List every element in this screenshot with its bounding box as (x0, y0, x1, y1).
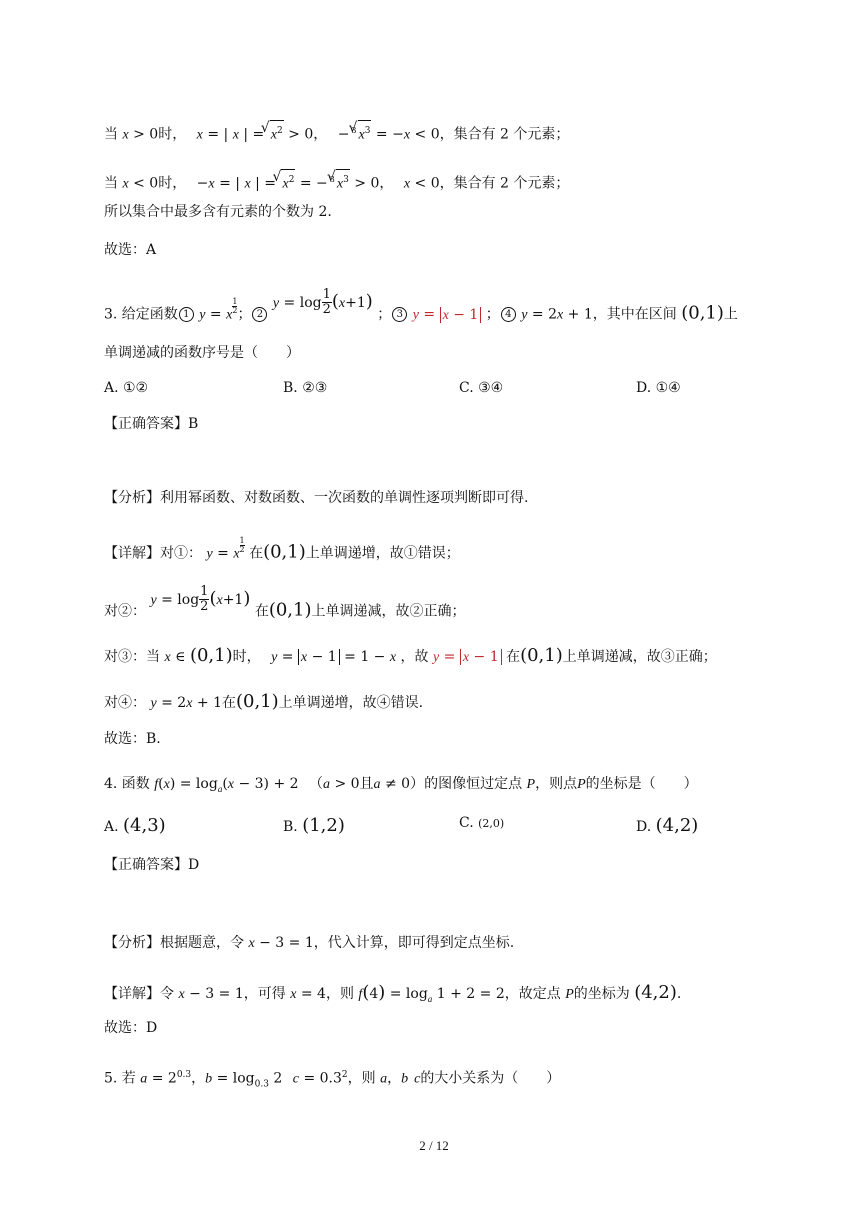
text: ，代入计算，即可得到定点坐标. (313, 935, 515, 951)
text: ）的图像恒过定点 (410, 776, 523, 792)
choose-a-line: 故选：A (104, 242, 157, 258)
text: 在 (254, 603, 269, 620)
q3-detail-1: 【详解】对①： y = x $\frac{1}{2}$ 在(0,1)上单调递增，故①错误； (104, 536, 460, 563)
q4-choose: 故选：D (104, 1020, 158, 1036)
text: (1,2) (302, 815, 345, 836)
text: D. (636, 819, 652, 835)
q3-answer: 【正确答案】B (104, 416, 199, 432)
text: ，则 (347, 1070, 376, 1087)
text: ，可得 (243, 986, 286, 1002)
text: 上单调递减，故②正确； (311, 603, 466, 620)
text: 【分析】根据题意，令 (104, 935, 244, 951)
q3-detail-2: 对②： y = log $\frac{1}{2}$ (x+1) 在(0,1)上单调递减，故②正确； (104, 584, 466, 621)
text: （ (309, 776, 323, 792)
q3-choose: 故选：B. (104, 731, 161, 747)
text: (4,2) (655, 815, 699, 836)
text: B. (283, 819, 298, 835)
q3-stem-line: 3. 给定函数 1 y = x $\frac{1}{2}$ ； 2 y = log $\frac{1}{2}$ (x+1) ； 3 y = x − 1 ； 4 y = 2x + 1，其中在区间 (0,1)上 (104, 287, 738, 324)
q4-option-d (636, 815, 698, 836)
text: 时， (232, 649, 261, 665)
text: ，集合有 2 个元素； (439, 126, 570, 143)
text: 对③：当 (104, 649, 160, 665)
text: ，则 (325, 986, 354, 1002)
q4-option-a (104, 815, 166, 836)
text: 当 (104, 126, 118, 143)
text: 的坐标是（ ） (585, 776, 698, 792)
case-negative-line: 当 x < 0时， −x = | x | = √ $x^2$ = − $^3$√ $x^3 > 0$， x < 0，集合有 2 个元素； (104, 169, 569, 195)
q3-number: 3. 给定函数 (104, 306, 178, 323)
page-number: 2 / 12 (419, 1138, 449, 1153)
text: 的大小关系为（ ） (420, 1070, 561, 1087)
text: 在 (249, 545, 264, 562)
q4-stem-line: 4. 函数 $f(x) = \log_a(x - 3) + 2$ （a > 0且a ≠ 0）的图像恒过定点 P，则点P的坐标是（ ） (104, 776, 698, 794)
text: (2,0) (478, 817, 505, 830)
text: (4,3) (123, 815, 166, 836)
text: 的坐标为 (573, 986, 630, 1002)
q5-stem-line: 5. 若 $a = 2^{0.3}$，$b = \log_{0.3} 2$ $c = 0.3^2$，则 a，b c的大小关系为（ ） (104, 1070, 561, 1090)
text: 对②： (104, 603, 146, 620)
q3-analysis: 【分析】利用幂函数、对数函数、一次函数的单调性逐项判断即可得. (104, 490, 529, 506)
text: 上单调递增，故④错误. (278, 695, 424, 711)
text: ，故 (400, 649, 429, 665)
q3-detail-3: 对③：当 x ∈ (0,1)时， y = x − 1 = 1 − x ，故 y = x − 1 在(0,1)上单调递减，故③正确； (104, 645, 717, 666)
text: 上单调递增，故①错误； (305, 545, 460, 562)
text: ，则点 (535, 776, 578, 792)
q4-answer: 【正确答案】D (104, 857, 200, 873)
text: ，其中在区间 (592, 306, 677, 323)
q3-option-d: D. ①④ (636, 380, 681, 396)
q4-option-b (283, 815, 345, 836)
text: 在 (506, 649, 521, 665)
text: A. (104, 819, 119, 835)
text: 【详解】令 (104, 986, 174, 1002)
text: ， (313, 126, 328, 143)
q3-option-a: A. ①② (104, 380, 149, 396)
text: 且 (359, 776, 374, 792)
text: ； (485, 306, 500, 323)
q4-analysis: 【分析】根据题意，令 x − 3 = 1，代入计算，即可得到定点坐标. (104, 935, 515, 951)
text: ； (237, 306, 252, 323)
text: ，集合有 2 个元素； (439, 175, 570, 192)
q3-option-b: B. ②③ (283, 380, 328, 396)
text: ， (379, 175, 394, 192)
text: 上单调递减，故③正确； (562, 649, 717, 665)
q4-option-c (459, 815, 504, 831)
q3-option-c: C. ③④ (459, 380, 504, 396)
text: 上 (723, 306, 738, 323)
q5-number: 5. 若 (104, 1070, 136, 1087)
q4-detail: 【详解】令 x − 3 = 1，可得 x = 4，则 $f(4) = \log_a 1 + 2 = 2$，故定点 P的坐标为 (4,2). (104, 982, 682, 1004)
text: 在 (221, 695, 236, 711)
text: 对④： (104, 695, 146, 711)
case-positive-line: 当 x > 0时， x = | x | = √ $x^2 > 0$， − $^3$√ $x^3 = -x < 0$，集合有 2 个元素； (104, 120, 569, 146)
text: ； (377, 306, 392, 323)
text: 时， (158, 126, 187, 143)
q3-detail-4: 对④： y = 2x + 1在(0,1)上单调递增，故④错误. (104, 691, 424, 712)
q4-number: 4. 函数 (104, 776, 150, 792)
conclusion-line: 所以集合中最多含有元素的个数为 2. (104, 204, 332, 220)
text: 当 (104, 175, 118, 192)
text: 时， (158, 175, 187, 192)
text: 【详解】对①： (104, 545, 202, 562)
text: C. (459, 815, 474, 831)
text: ，故定点 (504, 986, 561, 1002)
q3-stem-line-2: 单调递减的函数序号是（ ） (104, 345, 300, 361)
